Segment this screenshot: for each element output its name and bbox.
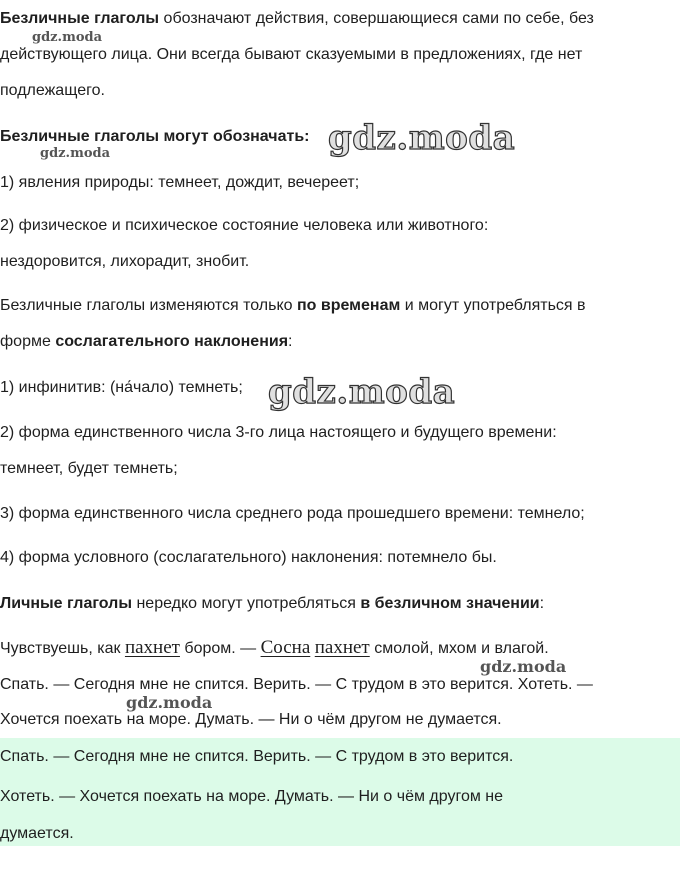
example-text: бором. —	[179, 640, 261, 657]
watermark-logo: gdz.moda	[268, 372, 456, 412]
answer-line1: Спать. — Сегодня мне не спится. Верить. — С трудом в это верится.	[0, 748, 514, 765]
list1-item2-line1: 2) физическое и психическое состояние человека или животного:	[0, 217, 489, 234]
p1-line1	[0, 9, 594, 29]
p4-text: нередко могут употребляться	[132, 595, 361, 612]
example-text: смолой, мхом и влагой.	[369, 640, 549, 657]
answer-line3: думается.	[0, 825, 74, 842]
p1-text: обозначают действия, совершающиеся сами по себе, без	[159, 10, 594, 27]
p3-bold: по временам	[297, 297, 401, 314]
list2-item1: 1) инфинитив: (на́чало) темнеть;	[0, 379, 243, 396]
answer-line2: Хотеть. — Хочется поехать на море. Думать. — Ни о чём другом не	[0, 788, 504, 805]
heading-bold: Безличные глаголы могут обозначать:	[0, 128, 310, 145]
watermark-logo: gdz.moda	[126, 693, 213, 712]
ex2-line2: Хочется поехать на море. Думать. — Ни о чём другом не думается.	[0, 711, 502, 728]
p4-bold: Личные глаголы	[0, 595, 133, 612]
p1-line3: подлежащего.	[0, 82, 105, 99]
watermark-logo: gdz.moda	[32, 30, 103, 45]
list1-item2-line2: нездоровится, лихорадит, знобит.	[0, 253, 250, 270]
underlined-word: пахнет	[314, 637, 370, 658]
p2-heading	[0, 127, 310, 147]
list2-item2-line2: темнеет, будет темнеть;	[0, 460, 178, 477]
p3-bold: сослагательного наклонения	[55, 333, 289, 350]
ex2-line1: Спать. — Сегодня мне не спится. Верить. — С трудом в это верится. Хотеть. —	[0, 676, 593, 693]
list2-item2-line1: 2) форма единственного числа 3-го лица настоящего и будущего времени:	[0, 424, 557, 441]
p3-text: форме	[0, 333, 56, 350]
watermark-logo: gdz.moda	[40, 146, 111, 161]
list2-item3: 3) форма единственного числа среднего рода прошедшего времени: темнело;	[0, 505, 585, 522]
list2-item4: 4) форма условного (сослагательного) наклонения: потемнело бы.	[0, 549, 497, 566]
watermark-logo: gdz.moda	[328, 118, 516, 158]
p3-text: Безличные глаголы изменяются только	[0, 297, 297, 314]
p4-text: :	[539, 595, 545, 612]
underlined-word: Сосна	[260, 637, 311, 658]
example-line	[0, 638, 549, 659]
p3-line2	[0, 332, 292, 352]
list1-item1: 1) явления природы: темнеет, дождит, вечереет;	[0, 174, 360, 191]
p1-line2: действующего лица. Они всегда бывают сказуемыми в предложениях, где нет	[0, 46, 583, 63]
p4-line	[0, 594, 544, 614]
term-bold: Безличные глаголы	[0, 10, 160, 27]
p3-line1	[0, 296, 586, 316]
p3-text: и могут употребляться в	[400, 297, 586, 314]
example-text: Чувствуешь, как	[0, 640, 125, 657]
p4-bold: в безличном значении	[360, 595, 540, 612]
watermark-logo: gdz.moda	[480, 657, 567, 676]
p3-text: :	[288, 333, 293, 350]
underlined-word: пахнет	[124, 637, 180, 658]
